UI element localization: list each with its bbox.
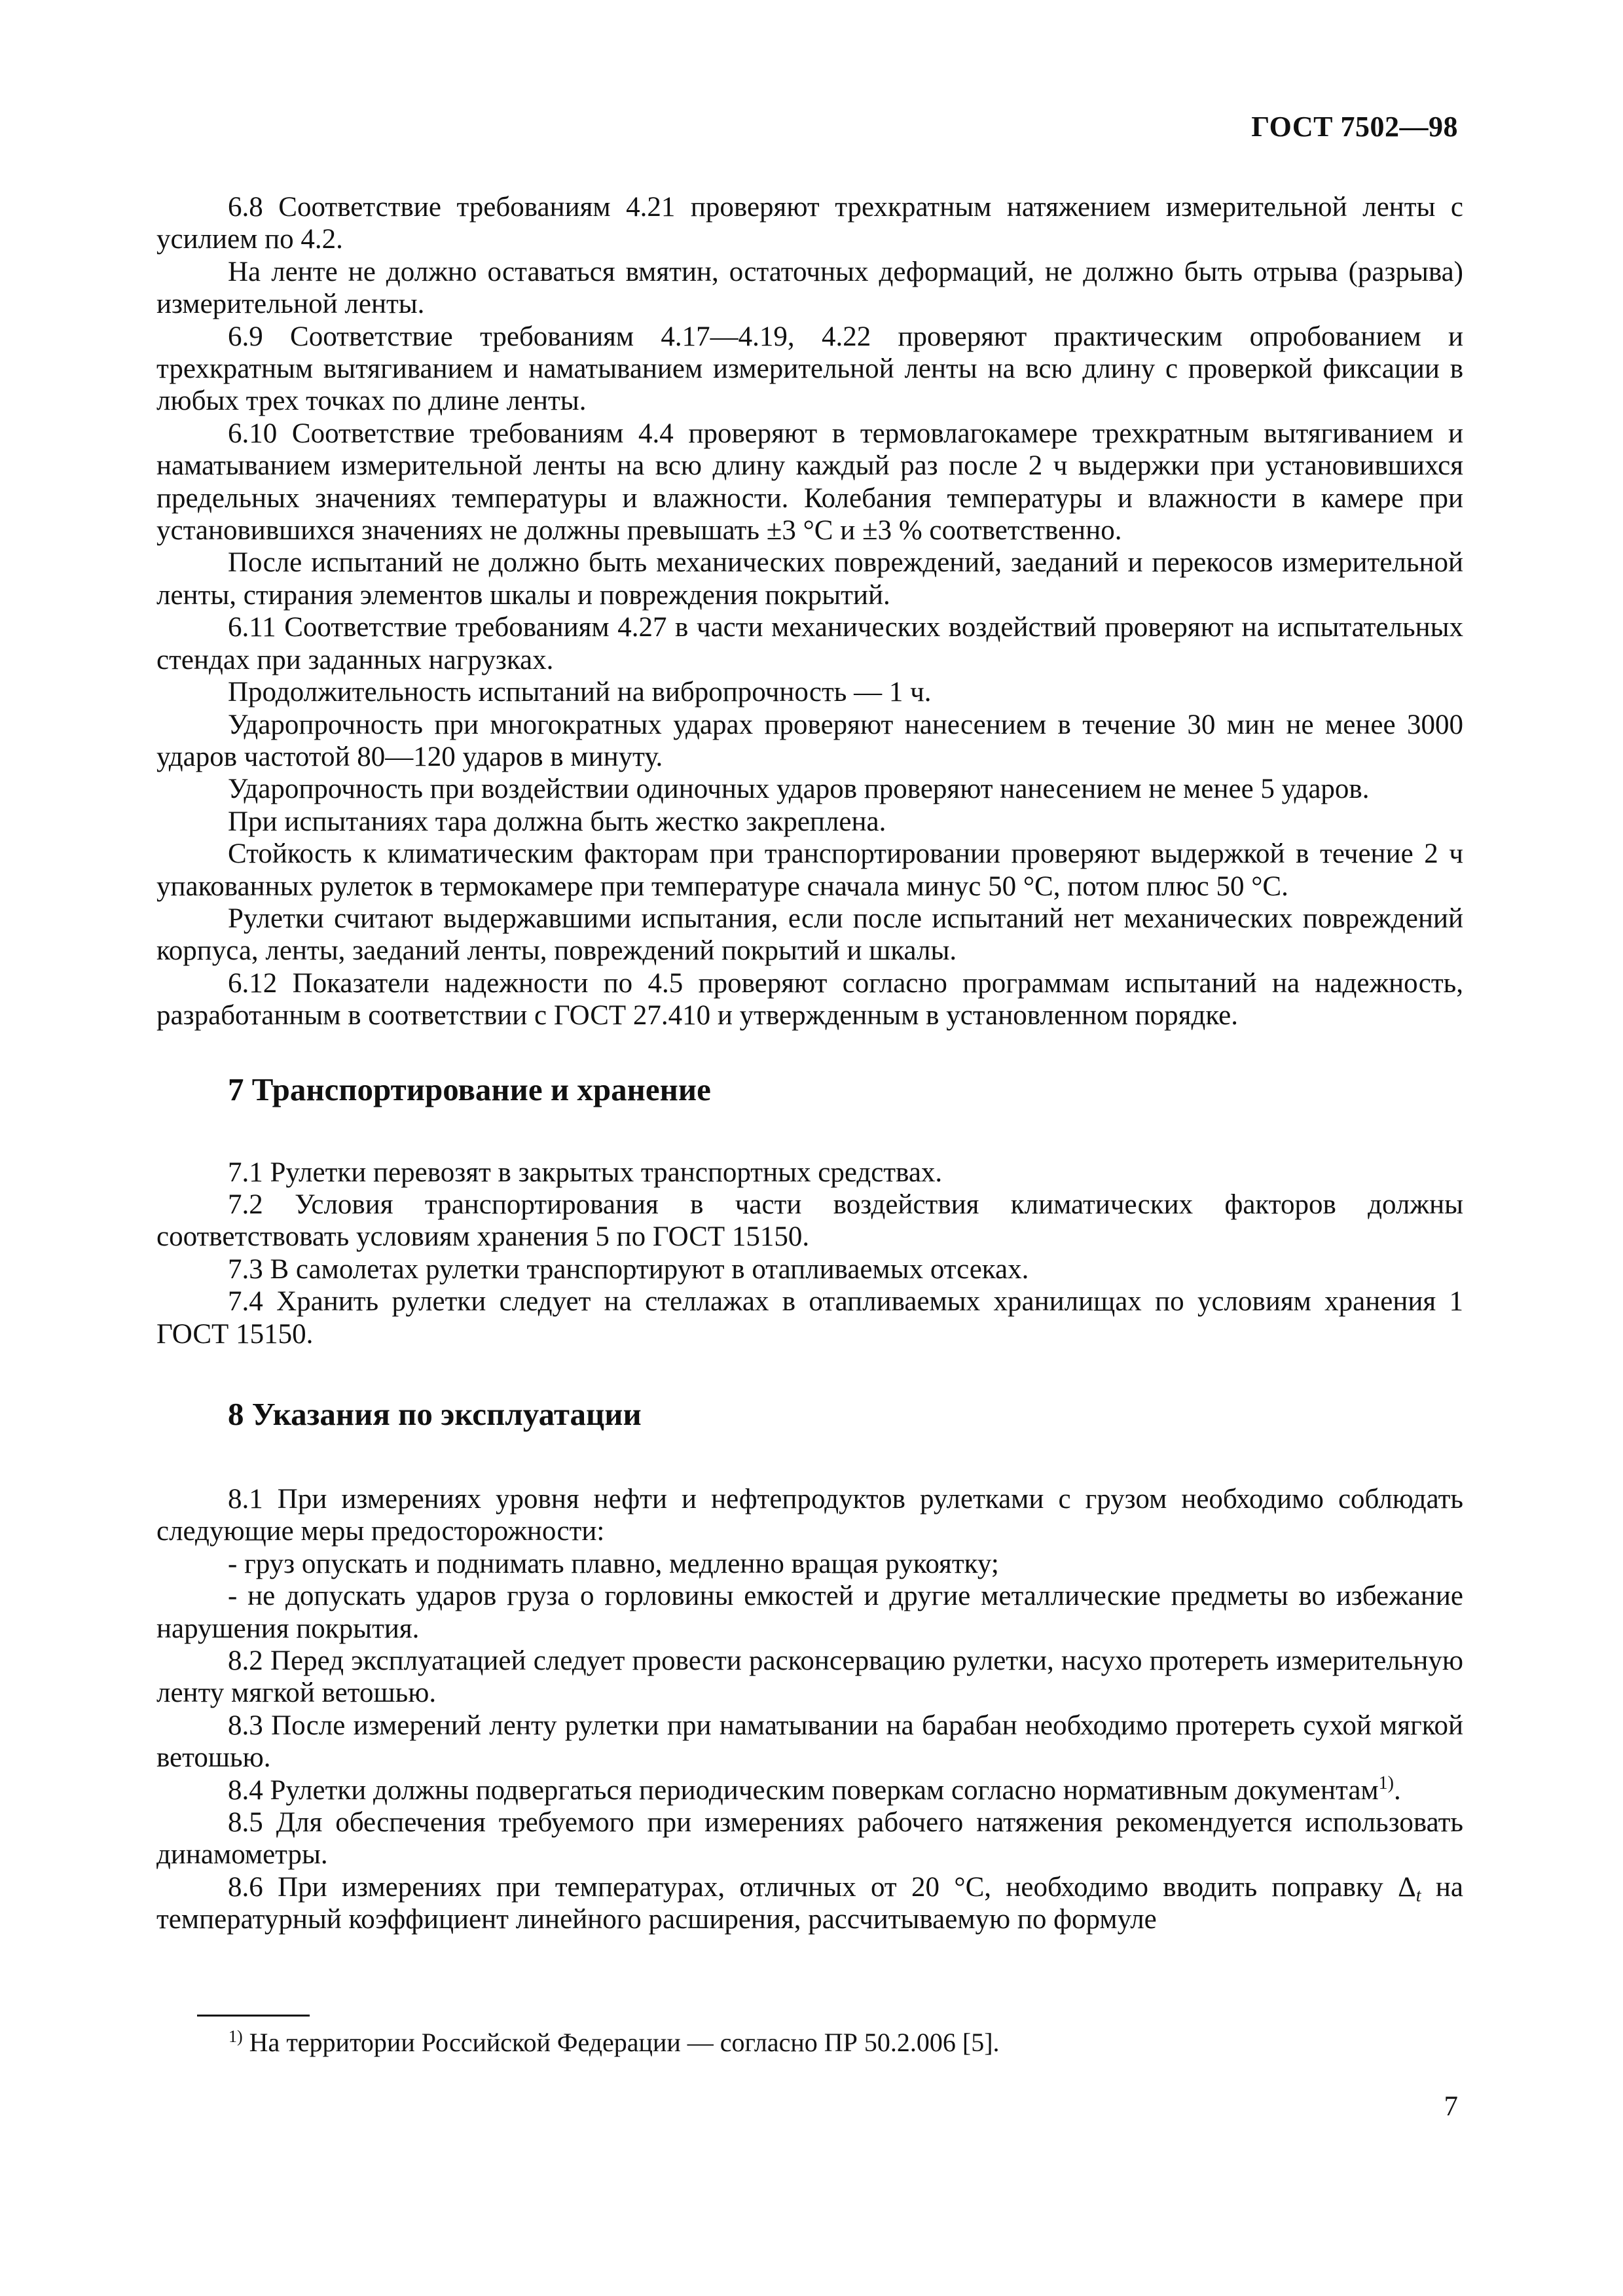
paragraph-8-4-text: 8.4 Рулетки должны подвергаться периодическим поверкам согласно нормативным документам: [228, 1774, 1379, 1806]
list-item-impacts: - не допускать ударов груза о горловины емкостей и другие металлические предметы во избежание нарушения покрытия.: [156, 1581, 1463, 1644]
paragraph-7-4: 7.4 Хранить рулетки следует на стеллажах в отапливаемых хранилищах по условиям хранения 1 ГОСТ 15150.: [156, 1286, 1463, 1350]
paragraph-7-1: 7.1 Рулетки перевозят в закрытых транспортных средствах.: [228, 1157, 943, 1188]
paragraph-single-impact: Ударопрочность при воздействии одиночных ударов проверяют нанесением не менее 5 ударов.: [228, 774, 1370, 805]
paragraph-7-3: 7.3 В самолетах рулетки транспортируют в отапливаемых отсеках.: [228, 1253, 1029, 1285]
paragraph-8-4: [156, 1774, 1463, 1806]
document-header: ГОСТ 7502—98: [1251, 111, 1458, 143]
paragraph-8-5: 8.5 Для обеспечения требуемого при измерениях рабочего натяжения рекомендуется использовать динамометры.: [156, 1807, 1463, 1871]
paragraph-passed: Рулетки считают выдержавшими испытания, если после испытаний нет механических повреждений корпуса, ленты, заеданий ленты, повреждений покрытий и шкалы.: [156, 903, 1463, 967]
paragraph-container: При испытаниях тара должна быть жестко закреплена.: [228, 806, 886, 837]
footnote-mark: 1): [228, 2027, 243, 2046]
paragraph-6-8-cont: На ленте не должно оставаться вмятин, остаточных деформаций, не должно быть отрыва (разрыва) измерительной ленты.: [156, 256, 1463, 320]
paragraph-8-6-end: на температурный коэффициент линейного расширения, рассчитываемую по формуле: [156, 1871, 1463, 1935]
paragraph-6-10: 6.10 Соответствие требованиям 4.4 проверяют в термовлагокамере трехкратным вытягиванием и наматыванием измерительной ленты на всю длину каждый раз после 2 ч выдержки при установившихся предельных значениях температуры и влажности. Колебания температуры и влажности в камере при установившихся значениях не должны превышать ±3 °С и ±3 % соответственно.: [156, 418, 1463, 547]
section-7-heading: 7 Транспортирование и хранение: [228, 1071, 711, 1107]
footnote-reference: 1): [1378, 1772, 1394, 1793]
page-number: 7: [1444, 2091, 1458, 2122]
paragraph-7-2: 7.2 Условия транспортирования в части воздействия климатических факторов должны соответствовать условиям хранения 5 по ГОСТ 15150.: [156, 1189, 1463, 1253]
paragraph-8-6: [156, 1871, 1463, 1936]
section-8-heading: 8 Указания по эксплуатации: [228, 1396, 642, 1432]
paragraph-8-3: 8.3 После измерений ленту рулетки при наматывании на барабан необходимо протереть сухой мягкой ветошью.: [156, 1710, 1463, 1774]
paragraph-6-8: 6.8 Соответствие требованиям 4.21 проверяют трехкратным натяжением измерительной ленты с усилием по 4.2.: [156, 192, 1463, 255]
document-body: [156, 191, 1463, 1936]
list-item-lowering: - груз опускать и поднимать плавно, медленно вращая рукоятку;: [228, 1548, 999, 1579]
paragraph-vibration: Продолжительность испытаний на вибропрочность — 1 ч.: [228, 677, 932, 708]
paragraph-8-1: 8.1 При измерениях уровня нефти и нефтепродуктов рулетками с грузом необходимо соблюдать следующие меры предосторожности:: [156, 1484, 1463, 1547]
paragraph-8-2: 8.2 Перед эксплуатацией следует провести расконсервацию рулетки, насухо протереть измерительную ленту мягкой ветошью.: [156, 1645, 1463, 1709]
footnote-text: На территории Российской Федерации — согласно ПР 50.2.006 [5].: [242, 2028, 1000, 2057]
paragraph-8-6-text: 8.6 При измерениях при температурах, отличных от 20 °С, необходимо вводить поправку Δ: [228, 1871, 1416, 1903]
footnote-divider: [197, 2015, 310, 2017]
footnote: [228, 2028, 1000, 2058]
paragraph-6-11: 6.11 Соответствие требованиям 4.27 в части механических воздействий проверяют на испытательных стендах при заданных нагрузках.: [156, 612, 1463, 675]
paragraph-6-9: 6.9 Соответствие требованиям 4.17—4.19, 4.22 проверяют практическим опробованием и трехкратным вытягиванием и наматыванием измерительной ленты на всю длину с проверкой фиксации в любых трех точках по длине ленты.: [156, 321, 1463, 417]
paragraph-climatic: Стойкость к климатическим факторам при транспортировании проверяют выдержкой в течение 2 ч упакованных рулеток в термокамере при температуре сначала минус 50 °С, потом плюс 50 °С.: [156, 838, 1463, 902]
delta-subscript: t: [1415, 1885, 1421, 1906]
paragraph-multi-impact: Ударопрочность при многократных ударах проверяют нанесением в течение 30 мин не менее 3000 ударов частотой 80—120 ударов в минуту.: [156, 709, 1463, 772]
paragraph-8-4-end: .: [1393, 1774, 1401, 1806]
paragraph-6-10-cont: После испытаний не должно быть механических повреждений, заеданий и перекосов измерительной ленты, стирания элементов шкалы и повреждения покрытий.: [156, 547, 1463, 611]
paragraph-6-12: 6.12 Показатели надежности по 4.5 проверяют согласно программам испытаний на надежность, разработанным в соответствии с ГОСТ 27.410 и утвержденным в установленном порядке.: [156, 967, 1463, 1031]
